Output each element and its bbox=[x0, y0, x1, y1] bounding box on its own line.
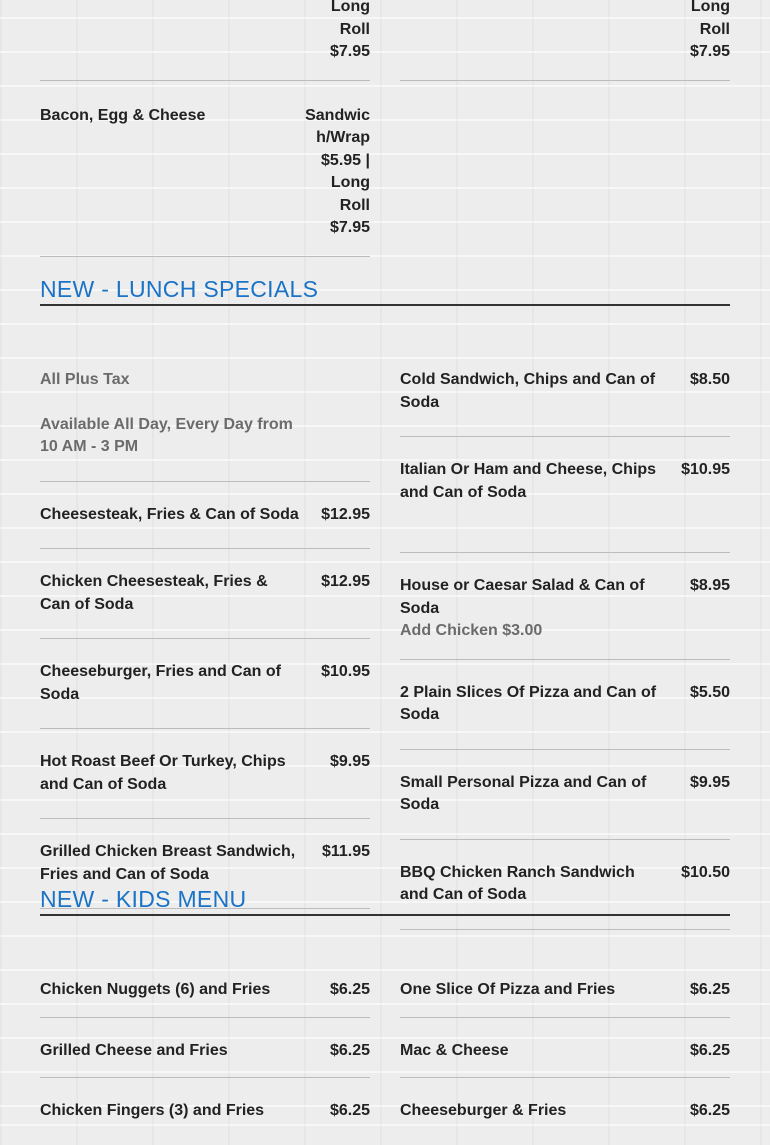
kids-right-column bbox=[400, 957, 730, 1145]
menu-item-name: One Slice Of Pizza and Fries bbox=[400, 981, 616, 998]
kids-left-column bbox=[40, 957, 370, 1145]
price-line: Roll bbox=[339, 20, 370, 38]
price-line: h/Wrap bbox=[316, 129, 370, 146]
price-line: Roll bbox=[339, 196, 370, 214]
menu-item-name: Chicken Fingers (3) and Fries bbox=[40, 1102, 265, 1119]
menu-item-bacon-egg-cheese bbox=[40, 81, 370, 257]
menu-item-name: Chicken Nuggets (6) and Fries bbox=[40, 981, 271, 998]
menu-item-name: BBQ Chicken Ranch Sandwich and Can of Soda bbox=[400, 863, 635, 903]
price-line: $7.95 bbox=[329, 43, 370, 60]
menu-item-name: Cheeseburger & Fries bbox=[400, 1102, 567, 1119]
menu-item-price: $8.95 bbox=[689, 577, 730, 594]
menu-item bbox=[400, 0, 730, 81]
menu-item-name: Cheesesteak, Fries & Can of Soda bbox=[40, 505, 299, 523]
menu-item-price: $5.50 bbox=[689, 683, 730, 701]
menu-item-name: Mac & Cheese bbox=[400, 1041, 509, 1059]
price-line: Sandwic bbox=[305, 106, 370, 124]
menu-item-name: Grilled Chicken Breast Sandwich, Fries and Can of Soda bbox=[40, 843, 296, 883]
price-line: Long bbox=[330, 0, 370, 15]
menu-item bbox=[40, 482, 370, 550]
menu-item-price bbox=[300, 105, 370, 240]
menu-item-name: 2 Plain Slices Of Pizza and Can of Soda bbox=[400, 683, 657, 723]
menu-item bbox=[400, 553, 730, 660]
menu-item-price: $6.25 bbox=[329, 981, 370, 998]
menu-item-name: House or Caesar Salad & Can of Soda bbox=[400, 577, 645, 617]
menu-item-price: $12.95 bbox=[321, 573, 370, 590]
menu-item-name: Cold Sandwich, Chips and Can of Soda bbox=[400, 371, 656, 411]
menu-item bbox=[40, 549, 370, 639]
menu-item bbox=[400, 957, 730, 1018]
menu-item-name: Hot Roast Beef Or Turkey, Chips and Can of Soda bbox=[40, 753, 286, 793]
price-line: $5.95 | bbox=[321, 151, 370, 169]
section-title-lunch: NEW - LUNCH SPECIALS bbox=[40, 276, 730, 306]
menu-item-name: Chicken Cheesesteak, Fries & Can of Soda bbox=[40, 573, 268, 613]
menu-item-addon: Add Chicken $3.00 bbox=[400, 622, 543, 639]
menu-item-name: Small Personal Pizza and Can of Soda bbox=[400, 773, 647, 813]
lunch-left-column bbox=[40, 369, 370, 909]
menu-item bbox=[400, 660, 730, 750]
price-line: Long bbox=[330, 174, 370, 191]
menu-item-price: $11.95 bbox=[321, 843, 370, 860]
menu-item-name-block bbox=[400, 575, 660, 643]
lunch-right-column bbox=[400, 347, 730, 930]
menu-item bbox=[40, 729, 370, 819]
price-line: Long bbox=[690, 0, 730, 15]
menu-item-price: $6.25 bbox=[329, 1102, 370, 1119]
lunch-note-tax: All Plus Tax bbox=[40, 371, 130, 388]
menu-item-price: $10.95 bbox=[321, 663, 370, 680]
menu-item-price: $10.95 bbox=[681, 461, 730, 478]
menu-item-price: $8.50 bbox=[689, 371, 730, 388]
price-line: Roll bbox=[699, 20, 730, 38]
price-line: $7.95 bbox=[329, 219, 370, 236]
menu-item-name: Cheeseburger, Fries and Can of Soda bbox=[40, 663, 281, 703]
menu-item bbox=[40, 957, 370, 1018]
menu-item-name bbox=[400, 0, 660, 64]
section-title-kids: NEW - KIDS MENU bbox=[40, 886, 730, 916]
lunch-note-hours: Available All Day, Every Day from 10 AM - 3 PM bbox=[40, 415, 293, 455]
menu-item-price: $9.95 bbox=[329, 753, 370, 770]
menu-item-name: Italian Or Ham and Cheese, Chips and Can of Soda bbox=[400, 461, 657, 501]
menu-item-name: Bacon, Egg & Cheese bbox=[40, 106, 206, 124]
menu-item-price: $10.50 bbox=[681, 863, 730, 881]
breakfast-right-top bbox=[400, 0, 730, 81]
menu-item bbox=[400, 1078, 730, 1145]
menu-item bbox=[400, 437, 730, 553]
menu-item-price: $6.25 bbox=[689, 981, 730, 998]
menu-item bbox=[400, 347, 730, 437]
price-line: $7.95 bbox=[689, 43, 730, 60]
menu-item bbox=[40, 639, 370, 729]
menu-item-price: $9.95 bbox=[689, 773, 730, 791]
menu-item-price: $6.25 bbox=[329, 1041, 370, 1059]
menu-item-price: $12.95 bbox=[321, 505, 370, 523]
menu-item-name bbox=[40, 0, 300, 64]
menu-item-price: $6.25 bbox=[689, 1041, 730, 1059]
menu-item bbox=[400, 750, 730, 840]
menu-item-name: Grilled Cheese and Fries bbox=[40, 1041, 228, 1059]
menu-item-price bbox=[660, 0, 730, 64]
breakfast-left-top bbox=[40, 0, 370, 257]
menu-item-price: $6.25 bbox=[689, 1102, 730, 1119]
menu-item bbox=[40, 0, 370, 81]
menu-item bbox=[400, 1018, 730, 1079]
menu-item bbox=[40, 1078, 370, 1145]
menu-item-price bbox=[300, 0, 370, 64]
menu-item bbox=[40, 1018, 370, 1079]
menu-item bbox=[400, 840, 730, 930]
lunch-note-hours-block bbox=[40, 414, 370, 482]
